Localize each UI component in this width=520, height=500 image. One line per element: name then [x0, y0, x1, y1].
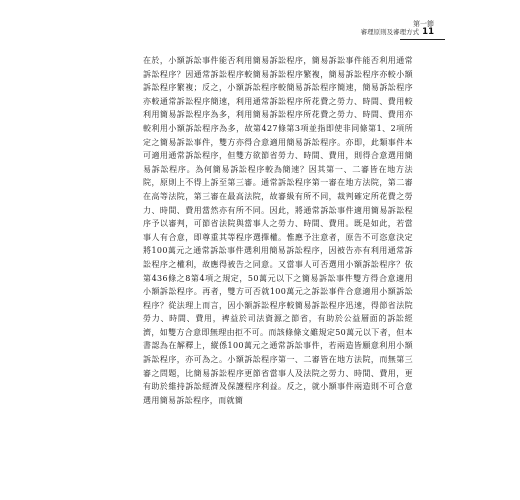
page-number: 11	[422, 27, 434, 38]
body-text	[143, 54, 413, 407]
section-title: 審理原則及審理方式	[360, 28, 420, 37]
header-rule	[400, 39, 445, 40]
section-title-line	[361, 28, 434, 38]
chapter-label: 第一節	[413, 20, 434, 28]
body-paragraph: 在於，小額訴訟事件能否利用簡易訴訟程序，簡易訴訟事件能否利用通常訴訟程序？因通常訴訟程序較簡易訴訟程序繁複，簡易訴訟程序亦較小額訴訟程序繁複；反之，小額訴訟程序較簡易訴訟程序簡速，簡易訴訟程序亦較通常訴訟程序簡速，利用通常訴訟程序所花費之勞力、時間、費用較利用簡易訴訟程序為多，利用簡易訴訟程序所花費之勞力、時間、費用亦較利用小額訴訟程序為多，故第427條第3項並指即使非同條第1、2項所定之簡易訴訟事件，雙方亦得合意適用簡易訴訟程序。亦即，此類事件本可適用通常訴訟程序，但雙方欲節省勞力、時間、費用，則得合意選用簡易訴訟程序。為何簡易訴訟程序較為簡速？因其第一、二審皆在地方法院，原則上不得上訴至第三審。通常訴訟程序第一審在地方法院，第二審在高等法院，第三審在最高法院，故審級有所不同，裁判確定所花費之勞力、時間、費用當然亦有所不同。因此，將通常訴訟事件適用簡易訴訟程序予以審判，可節省法院與當事人之勞力、時間、費用。既是如此，若當事人有合意，即尊重其等程序選擇權。惟應予注意者，原告不可恣意決定將100萬元之通常訴訟事件選利用簡易訴訟程序，因被告亦有利用通常訴訟程序之權利，故應得被告之同意。又當事人可否選用小額訴訟程序？依第436條之8第4項之規定，50萬元以下之簡易訴訟事件雙方得合意適用小額訴訟程序。再者，雙方可否就100萬元之訴訟事件合意適用小額訴訟程序？從法理上而言，因小額訴訟程序較簡易訴訟程序迅速，得節省法院勞力、時間、費用，裨益於司法資源之節省，有助於公益層面的訴訟經濟，如雙方合意即無理由拒不可。而該條條文雖規定50萬元以下者，但本書認為在解釋上，縱係100萬元之通常訴訟事件，若兩造皆願意利用小額訴訟程序，亦可為之。小額訴訟程序第一、二審皆在地方法院，而無第三審之問題，比簡易訴訟程序更節省當事人及法院之勞力、時間、費用，更有助於維持訴訟經濟及保護程序利益。反之，就小額事件兩造則不可合意選用簡易訴訟程序，而就簡	[143, 56, 413, 405]
running-head	[361, 20, 434, 38]
